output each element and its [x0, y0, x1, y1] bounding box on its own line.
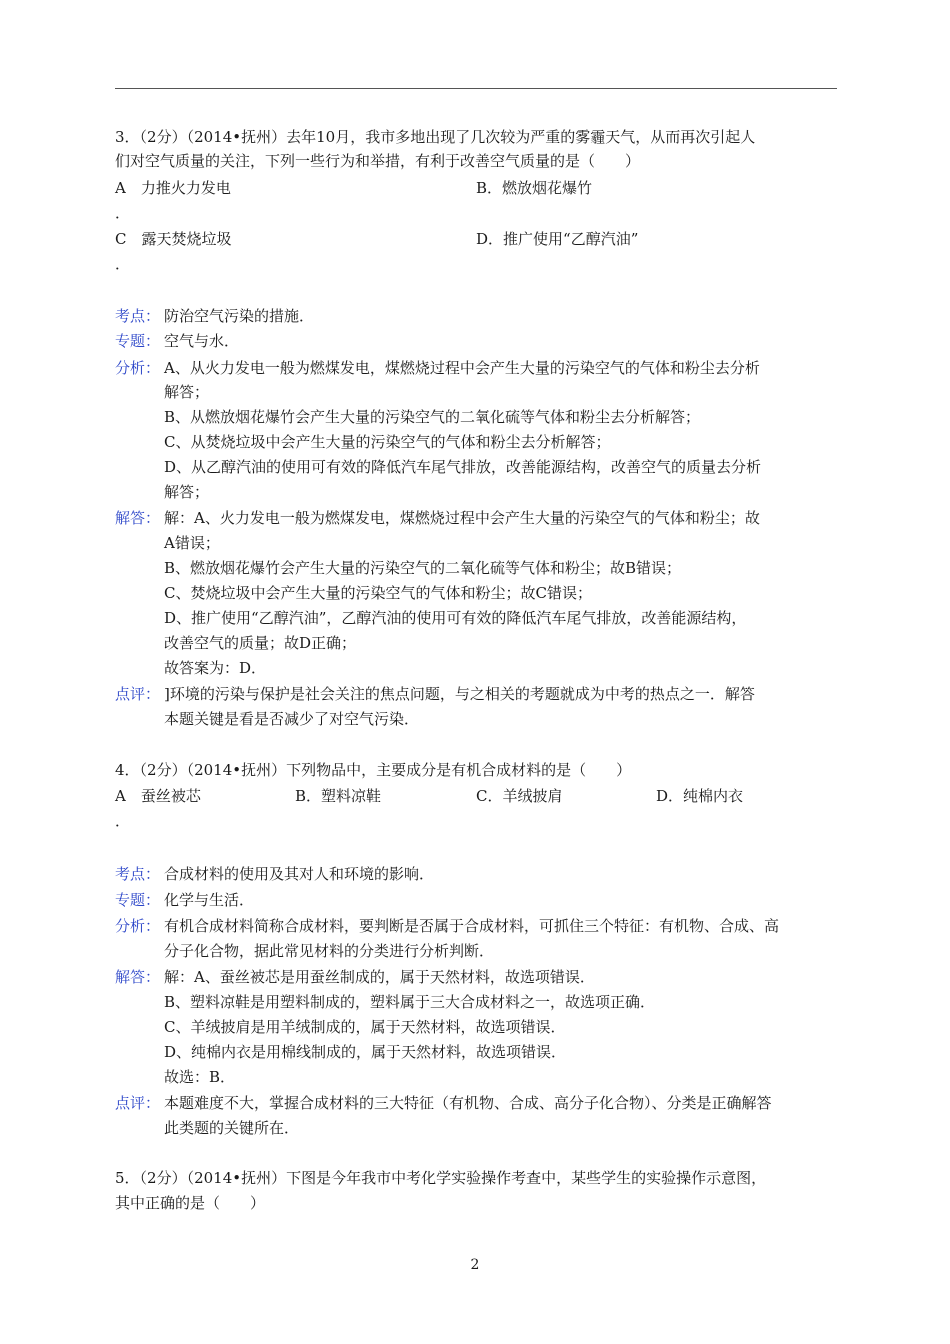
q4-option-a: A 蚕丝被芯 [115, 787, 201, 805]
q4-jieda-label: 解答： [115, 968, 161, 986]
q3-fenxi-line: A、从火力发电一般为燃煤发电，煤燃烧过程中会产生大量的污染空气的气体和粉尘去分析 [164, 359, 760, 377]
q4-option-c: C．羊绒披肩 [476, 787, 563, 805]
q4-jieda-line: 故选：B． [164, 1068, 236, 1086]
q4-option-b: B．塑料凉鞋 [295, 787, 382, 805]
q3-jieda-line: 故答案为：D． [164, 659, 267, 677]
q4-jieda-line: D、纯棉内衣是用棉线制成的，属于天然材料，故选项错误． [164, 1043, 567, 1061]
q4-option-d: D．纯棉内衣 [656, 787, 744, 805]
q3-jieda-line: 解：A、火力发电一般为燃煤发电，煤燃烧过程中会产生大量的污染空气的气体和粉尘；故 [164, 509, 760, 527]
q3-dianping-label: 点评： [115, 685, 161, 703]
q4-stem: 4．（2分）（2014•抚州）下列物品中，主要成分是有机合成材料的是（ ） [115, 761, 632, 779]
q4-dianping-line: 本题难度不大，掌握合成材料的三大特征（有机物、合成、高分子化合物）、分类是正确解答 [164, 1094, 772, 1112]
q4-jieda-line: B、塑料凉鞋是用塑料制成的，塑料属于三大合成材料之一，故选项正确． [164, 993, 656, 1011]
q5-stem-line-2: 其中正确的是（ ） [115, 1194, 266, 1212]
q3-jieda-line: C、焚烧垃圾中会产生大量的污染空气的气体和粉尘；故C错误； [164, 584, 592, 602]
q3-kaodian: 防治空气污染的措施． [164, 307, 315, 325]
q3-stem-line-1: 3．（2分）（2014•抚州）去年10月，我市多地出现了几次较为严重的雾霾天气，从而再次引起人 [115, 128, 756, 146]
q3-jieda-label: 解答： [115, 509, 161, 527]
q3-dianping-line: ]环境的污染与保护是社会关注的焦点问题，与之相关的考题就成为中考的热点之一．解答 [164, 685, 755, 703]
q4-option-dot: ． [115, 812, 131, 830]
q4-jieda-line: C、羊绒披肩是用羊绒制成的，属于天然材料，故选项错误． [164, 1018, 566, 1036]
q3-option-c: C 露天焚烧垃圾 [115, 230, 232, 248]
q3-jieda-line: 改善空气的质量；故D正确； [164, 634, 357, 652]
page-number: 2 [470, 1257, 480, 1273]
q4-kaodian-label: 考点： [115, 865, 161, 883]
q3-jieda-line: A错误； [164, 534, 220, 552]
q4-kaodian: 合成材料的使用及其对人和环境的影响． [164, 865, 435, 883]
header-rule [115, 88, 837, 89]
q4-fenxi-line: 有机合成材料简称合成材料，要判断是否属于合成材料，可抓住三个特征：有机物、合成、高 [164, 917, 780, 935]
q4-jieda-line: 解：A、蚕丝被芯是用蚕丝制成的，属于天然材料，故选项错误． [164, 968, 595, 986]
q3-option-a-dot: ． [115, 204, 131, 222]
q4-fenxi-line: 分子化合物，据此常见材料的分类进行分析判断． [164, 942, 495, 960]
q3-zhuanti-label: 专题： [115, 332, 161, 350]
q3-fenxi-line: D、从乙醇汽油的使用可有效的降低汽车尾气排放，改善能源结构，改善空气的质量去分析 [164, 458, 762, 476]
q3-stem-line-2: 们对空气质量的关注，下列一些行为和举措，有利于改善空气质量的是（ ） [115, 152, 641, 170]
q4-dianping-line: 此类题的关键所在． [164, 1119, 300, 1137]
q4-fenxi-label: 分析： [115, 917, 161, 935]
q3-option-a: A 力推火力发电 [115, 179, 231, 197]
q3-kaodian-label: 考点： [115, 307, 161, 325]
q5-stem-line-1: 5．（2分）（2014•抚州）下图是今年我市中考化学实验操作考查中，某些学生的实验操作示意图， [115, 1169, 767, 1187]
q3-fenxi-line: 解答； [164, 483, 210, 501]
q3-jieda-line: B、燃放烟花爆竹会产生大量的污染空气的二氧化硫等气体和粉尘；故B错误； [164, 559, 682, 577]
q3-option-c-dot: ． [115, 255, 131, 273]
q3-dianping-line: 本题关键是看是否减少了对空气污染． [164, 710, 420, 728]
q4-zhuanti: 化学与生活． [164, 891, 255, 909]
q3-jieda-line: D、推广使用“乙醇汽油”，乙醇汽油的使用可有效的降低汽车尾气排放，改善能源结构， [164, 609, 747, 627]
q4-zhuanti-label: 专题： [115, 891, 161, 909]
q3-fenxi-line: B、从燃放烟花爆竹会产生大量的污染空气的二氧化硫等气体和粉尘去分析解答； [164, 408, 701, 426]
q3-option-b: B．燃放烟花爆竹 [476, 179, 593, 197]
q3-fenxi-line: C、从焚烧垃圾中会产生大量的污染空气的气体和粉尘去分析解答； [164, 433, 611, 451]
q4-dianping-label: 点评： [115, 1094, 161, 1112]
q3-fenxi-label: 分析： [115, 359, 161, 377]
q3-zhuanti: 空气与水． [164, 332, 240, 350]
q3-option-d: D．推广使用“乙醇汽油” [476, 230, 639, 248]
q3-fenxi-line: 解答； [164, 383, 210, 401]
